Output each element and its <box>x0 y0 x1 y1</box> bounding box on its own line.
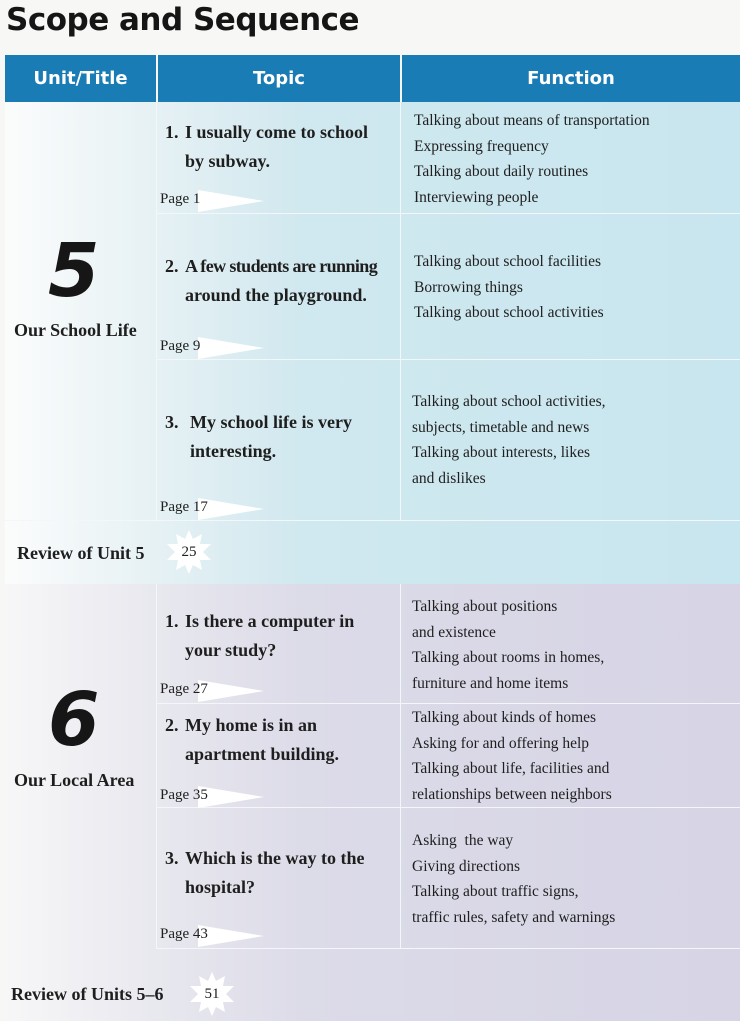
unit-6-lesson-3-page: Page 43 <box>160 926 208 943</box>
unit-5-lesson-3-topic: 3. My school life is very interesting. <box>165 412 352 461</box>
unit-5-lesson-2-page: Page 9 <box>160 338 200 355</box>
grid-line <box>156 359 740 360</box>
review-units-5-6: Review of Units 5–6 <box>11 984 164 1004</box>
unit-5-lesson-1-page: Page 1 <box>160 191 200 208</box>
unit-5-lesson-3-page: Page 17 <box>160 499 208 516</box>
unit-6-number: 6 <box>48 677 100 763</box>
grid-line <box>400 102 401 520</box>
review-unit-5: Review of Unit 5 <box>17 543 145 563</box>
unit-6-lesson-2-page: Page 35 <box>160 787 208 804</box>
grid-line <box>156 102 157 520</box>
review-unit-5-page-badge: 25 <box>166 529 212 575</box>
page-burst-icon <box>198 190 264 212</box>
unit-5-number: 5 <box>48 228 100 314</box>
unit-6-lesson-1-functions: Talking about positions and existence Talking about rooms in homes, furniture and home items <box>412 598 605 692</box>
unit-6-lesson-1-topic: 1. Is there a computer in your study? <box>165 611 355 660</box>
unit-5-title: Our School Life <box>14 320 137 340</box>
header-unit-title: Unit/Title <box>5 55 156 102</box>
header-topic: Topic <box>158 55 400 102</box>
unit-5-lesson-2-functions: Talking about school facilities Borrowing things Talking about school activities <box>414 253 604 321</box>
page-title: Scope and Sequence <box>6 2 360 38</box>
unit-6-title: Our Local Area <box>14 770 135 790</box>
unit-6-lesson-1-page: Page 27 <box>160 681 208 698</box>
page-burst-icon <box>198 337 264 359</box>
unit-5-lesson-1-topic: 1. I usually come to school by subway. <box>165 122 369 171</box>
grid-line <box>156 213 740 214</box>
grid-line <box>5 520 740 521</box>
grid-line <box>156 948 740 949</box>
grid-line <box>156 584 157 948</box>
header-function: Function <box>402 55 740 102</box>
unit-5-lesson-1-functions: Talking about means of transportation Expressing frequency Talking about daily routines Interviewing people <box>414 112 650 206</box>
unit-5-lesson-2-topic: 2. A few students are running around the playground. <box>165 256 378 305</box>
unit-6-lesson-3-functions: Asking the way Giving directions Talking about traffic signs, traffic rules, safety and warnings <box>412 832 616 926</box>
grid-line <box>400 584 401 948</box>
review-units-5-6-page-badge: 51 <box>189 971 235 1017</box>
unit-6-lesson-2-functions: Talking about kinds of homes Asking for and offering help Talking about life, facilities and relationships between neighbors <box>412 709 612 803</box>
unit-5-lesson-3-functions: Talking about school activities, subjects, timetable and news Talking about interests, likes and dislikes <box>412 393 606 487</box>
unit-6-lesson-2-topic: 2. My home is in an apartment building. <box>165 715 340 764</box>
unit-6-lesson-3-topic: 3. Which is the way to the hospital? <box>165 848 365 897</box>
grid-line <box>156 703 740 704</box>
